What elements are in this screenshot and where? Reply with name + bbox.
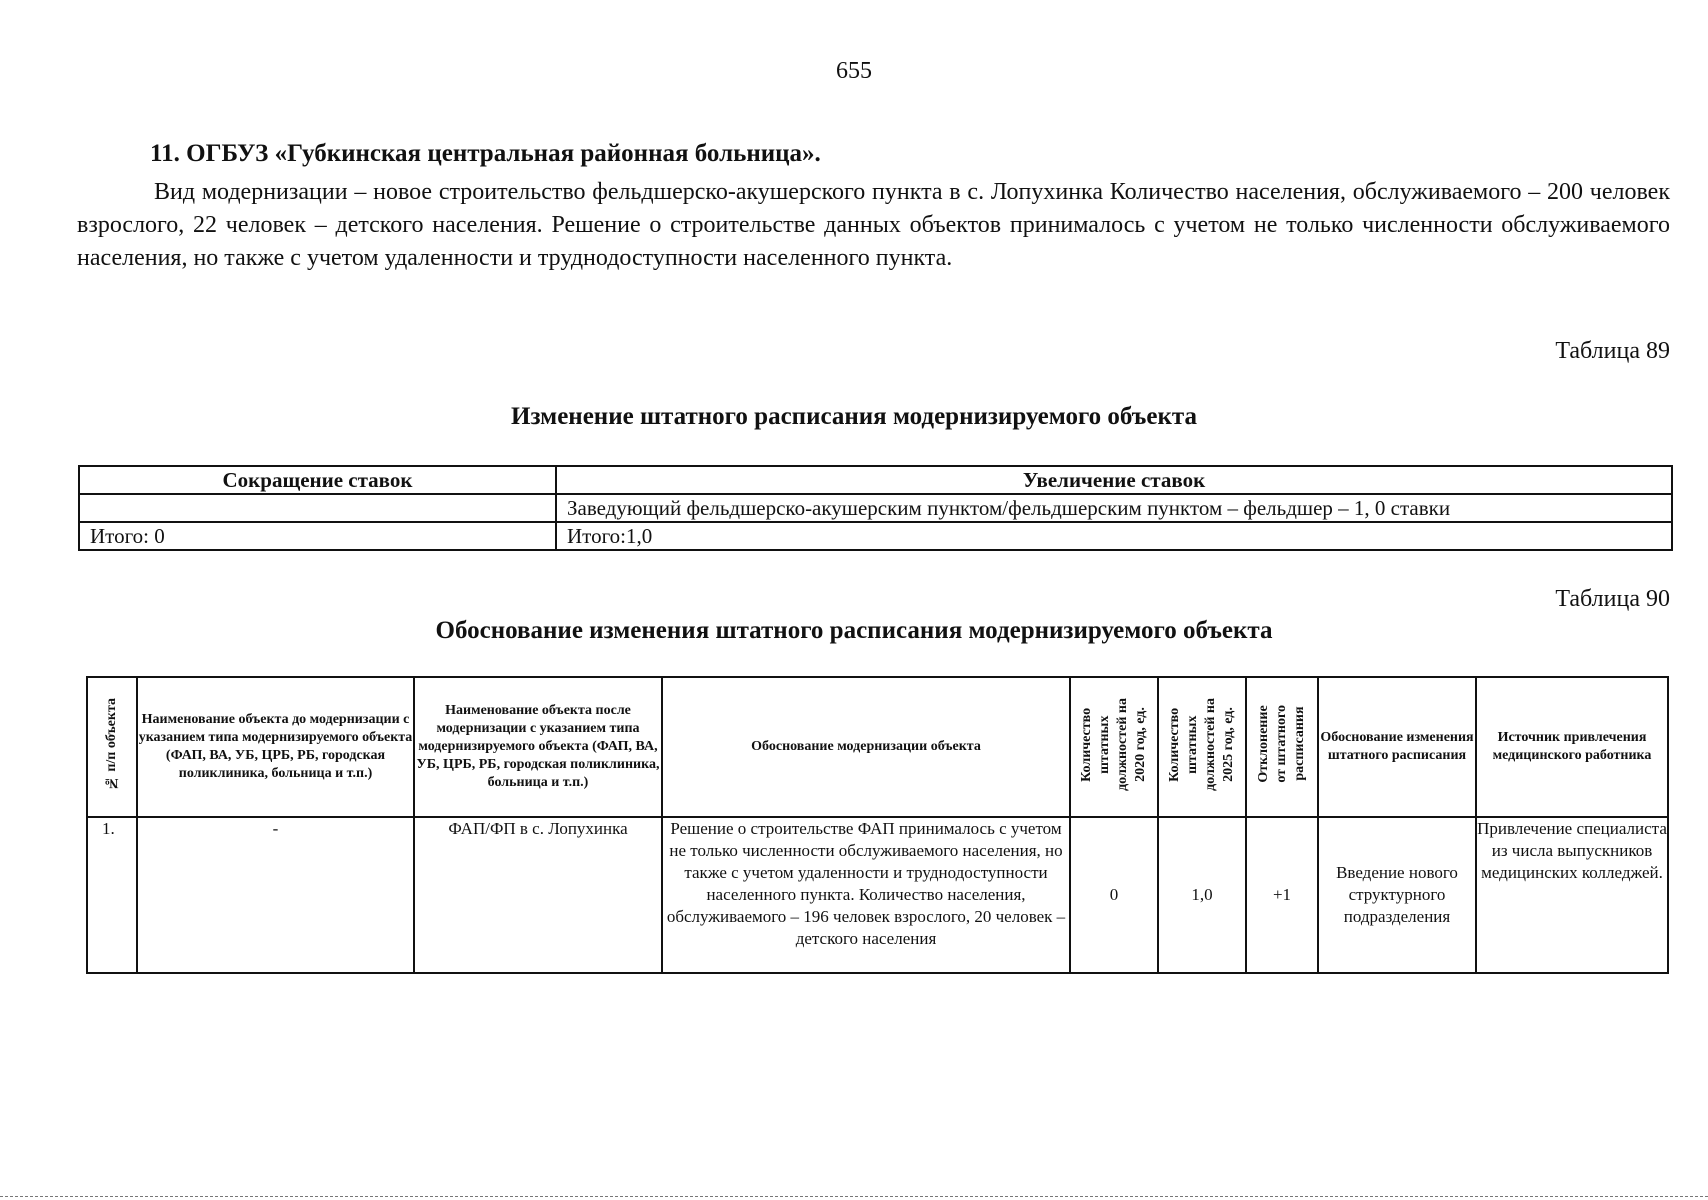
- cell-name-after: ФАП/ФП в с. Лопухинка: [414, 817, 662, 973]
- cell-count-2025: 1,0: [1158, 817, 1246, 973]
- table-row: [87, 817, 1668, 973]
- cell-name-before: -: [137, 817, 414, 973]
- header-deviation: Отклонение от штатного расписания: [1246, 677, 1318, 817]
- cell-reduce: [79, 494, 556, 522]
- table-header-row: [87, 677, 1668, 817]
- header-name-after: Наименование объекта после модернизации с указанием типа модернизируемого объекта (ФАП, ВА, УБ, ЦРБ, РБ, городская поликлиника, больница и т.п.): [414, 677, 662, 817]
- total-increase: Итого:1,0: [556, 522, 1672, 550]
- table-89-title: Изменение штатного расписания модернизируемого объекта: [511, 403, 1197, 430]
- page-number: 655: [836, 58, 872, 84]
- header-staff-reason: Обоснование изменения штатного расписания: [1318, 677, 1476, 817]
- total-reduce: Итого: 0: [79, 522, 556, 550]
- section-title: 11. ОГБУЗ «Губкинская центральная районная больница».: [150, 140, 821, 167]
- table-90-label: Таблица 90: [1555, 586, 1670, 612]
- header-reduce: Сокращение ставок: [79, 466, 556, 494]
- cell-deviation: +1: [1246, 817, 1318, 973]
- header-num: № п/п объекта: [87, 677, 137, 817]
- cell-num: 1.: [87, 817, 137, 973]
- cell-staff-reason: Введение нового структурного подразделения: [1318, 817, 1476, 973]
- table-row: [79, 494, 1672, 522]
- table-total-row: [79, 522, 1672, 550]
- page-bottom-divider: [0, 1196, 1708, 1197]
- header-justification: Обоснование модернизации объекта: [662, 677, 1070, 817]
- header-source: Источник привлечения медицинского работника: [1476, 677, 1668, 817]
- table-89-label: Таблица 89: [1555, 338, 1670, 364]
- cell-justification: Решение о строительстве ФАП принималось с учетом не только численности обслуживаемого населения, но также с учетом удаленности и труднодоступности населенного пункта. Количество населения, обслуживаемого – 196 человек взрослого, 20 человек – детского населения: [662, 817, 1070, 973]
- header-count-2020: Количество штатных должностей на 2020 год, ед.: [1070, 677, 1158, 817]
- table-header-row: [79, 466, 1672, 494]
- staff-change-table: [78, 465, 1673, 551]
- intro-paragraph: Вид модернизации – новое строительство фельдшерско-акушерского пункта в с. Лопухинка Количество населения, обслуживаемого – 200 человек взрослого, 22 человек – детского населения. Решение о строительстве данных объектов принималось с учетом не только численности обслуживаемого населения, но также с учетом удаленности и труднодоступности населенного пункта.: [77, 179, 1670, 271]
- header-name-before: Наименование объекта до модернизации с указанием типа модернизируемого объекта (ФАП, ВА, УБ, ЦРБ, РБ, городская поликлиника, больница и т.п.): [137, 677, 414, 817]
- table-90-title: Обоснование изменения штатного расписания модернизируемого объекта: [435, 617, 1273, 644]
- header-increase: Увеличение ставок: [556, 466, 1672, 494]
- cell-count-2020: 0: [1070, 817, 1158, 973]
- staff-justification-table: [86, 676, 1669, 974]
- cell-increase: Заведующий фельдшерско-акушерским пунктом/фельдшерским пунктом – фельдшер – 1, 0 ставки: [556, 494, 1672, 522]
- cell-source: Привлечение специалиста из числа выпускников медицинских колледжей.: [1476, 817, 1668, 973]
- header-count-2025: Количество штатных должностей на 2025 год, ед.: [1158, 677, 1246, 817]
